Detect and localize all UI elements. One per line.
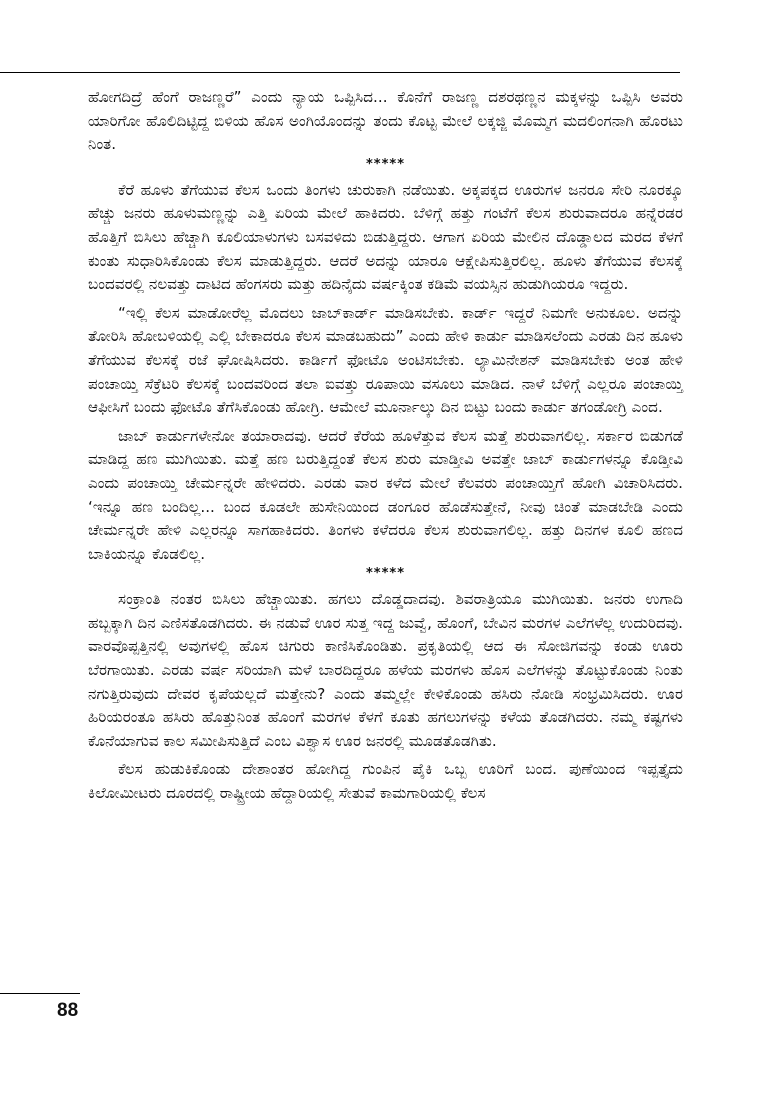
paragraph: ಕೆಲಸ ಹುಡುಕಿಕೊಂಡು ದೇಶಾಂತರ ಹೋಗಿದ್ದ ಗುಂಪಿನ ಪೈಕಿ ಒಬ್ಬ ಊರಿಗೆ ಬಂದ. ಪುಣೆಯಿಂದ ಇಪ್ಪತ್ತೈದು ಕಿಲೋಮೀಟರು ದೂರದಲ್ಲಿ ರಾಷ್ಟ್ರೀಯ ಹೆದ್ದಾರಿಯಲ್ಲಿ ಸೇತುವೆ ಕಾಮಗಾರಿಯಲ್ಲಿ ಕೆಲಸ [88,760,683,803]
section-separator: ***** [366,566,405,582]
paragraph: ಸಂಕ್ರಾಂತಿ ನಂತರ ಬಿಸಿಲು ಹೆಚ್ಚಾಯಿತು. ಹಗಲು ದೊಡ್ಡದಾದವು. ಶಿವರಾತ್ರಿಯೂ ಮುಗಿಯಿತು. ಜನರು ಉಗಾದಿ ಹಬ್ಬಕ್ಕಾಗಿ ದಿನ ಎಣಿಸತೊಡಗಿದರು. ಈ ನಡುವೆ ಊರ ಸುತ್ತ ಇದ್ದ ಜುವ್ವೆ, ಹೊಂಗೆ, ಬೇವಿನ ಮರಗಳ ಎಲೆಗಳೆಲ್ಲ ಉದುರಿದವು. ವಾರವೊಪ್ಪತ್ತಿನಲ್ಲಿ ಅವುಗಳಲ್ಲಿ ಹೊಸ ಚಿಗುರು ಕಾಣಿಸಿಕೊಂಡಿತು. ಪ್ರಕೃತಿಯಲ್ಲಿ ಆದ ಈ ಸೋಜಿಗವನ್ನು ಕಂಡು ಊರು ಬೆರಗಾಯಿತು. ಎರಡು ವರ್ಷ ಸರಿಯಾಗಿ ಮಳೆ ಬಾರದಿದ್ದರೂ ಹಳೆಯ ಮರಗಳು ಹೊಸ ಎಲೆಗಳನ್ನು ತೊಟ್ಟುಕೊಂಡು ನಿಂತು ನಗುತ್ತಿರುವುದು ದೇವರ ಕೃಪೆಯಲ್ಲದೆ ಮತ್ತೇನು? ಎಂದು ತಮ್ಮಲ್ಲೇ ಕೇಳಿಕೊಂಡು ಹಸಿರು ನೋಡಿ ಸಂಭ್ರಮಿಸಿದರು. ಊರ ಹಿರಿಯರಂತೂ ಹಸಿರು ಹೊತ್ತುನಿಂತ ಹೊಂಗೆ ಮರಗಳ ಕೆಳಗೆ ಕೂತು ಹಗಲುಗಳನ್ನು ಕಳೆಯ ತೊಡಗಿದರು. ನಮ್ಮ ಕಷ್ಟಗಳು ಕೊನೆಯಾಗುವ ಕಾಲ ಸಮೀಪಿಸುತ್ತಿದೆ ಎಂಬ ವಿಶ್ವಾಸ ಊರ ಜನರಲ್ಲಿ ಮೂಡತೊಡಗಿತು. [88,590,683,750]
paragraph: “ಇಲ್ಲಿ ಕೆಲಸ ಮಾಡೋರೆಲ್ಲ ಮೊದಲು ಜಾಬ್‌ಕಾರ್ಡ್ ಮಾಡಿಸಬೇಕು. ಕಾರ್ಡ್ ಇದ್ದರೆ ನಿಮಗೇ ಅನುಕೂಲ. ಅದನ್ನು ತೋರಿಸಿ ಹೋಬಳಿಯಲ್ಲಿ ಎಲ್ಲಿ ಬೇಕಾದರೂ ಕೆಲಸ ಮಾಡಬಹುದು” ಎಂದು ಹೇಳಿ ಕಾರ್ಡು ಮಾಡಿಸಲೆಂದು ಎರಡು ದಿನ ಹೂಳು ತೆಗೆಯುವ ಕೆಲಸಕ್ಕೆ ರಜೆ ಘೋಷಿಸಿದರು. ಕಾರ್ಡಿಗೆ ಫೋಟೊ ಅಂಟಿಸಬೇಕು. ಲ್ಯಾಮಿನೇಶನ್ ಮಾಡಿಸಬೇಕು ಅಂತ ಹೇಳಿ ಪಂಚಾಯ್ತಿ ಸೆಕ್ರೆಟರಿ ಕೆಲಸಕ್ಕೆ ಬಂದವರಿಂದ ತಲಾ ಐವತ್ತು ರೂಪಾಯಿ ವಸೂಲು ಮಾಡಿದ. ನಾಳೆ ಬೆಳಿಗ್ಗೆ ಎಲ್ಲರೂ ಪಂಚಾಯ್ತಿ ಆಫೀಸಿಗೆ ಬಂದು ಫೋಟೊ ತೆಗೆಸಿಕೊಂಡು ಹೋಗ್ರಿ. ಆಮೇಲೆ ಮೂರ್ನಾಲ್ಕು ದಿನ ಬಿಟ್ಟು ಬಂದು ಕಾರ್ಡು ತಗಂಡೋಗ್ರಿ ಎಂದ. [88,303,683,417]
header-rule [0,72,680,73]
section-separator: ***** [366,156,405,172]
paragraph: ಜಾಬ್ ಕಾರ್ಡುಗಳೇನೋ ತಯಾರಾದವು. ಆದರೆ ಕೆರೆಯ ಹೂಳೆತ್ತುವ ಕೆಲಸ ಮತ್ತೆ ಶುರುವಾಗಲಿಲ್ಲ. ಸರ್ಕಾರ ಬಿಡುಗಡೆ ಮಾಡಿದ್ದ ಹಣ ಮುಗಿಯಿತು. ಮತ್ತೆ ಹಣ ಬರುತ್ತಿದ್ದಂತೆ ಕೆಲಸ ಶುರು ಮಾಡ್ತೀವಿ ಅವತ್ತೇ ಜಾಬ್ ಕಾರ್ಡುಗಳನ್ನೂ ಕೊಡ್ತೀವಿ ಎಂದು ಪಂಚಾಯ್ತಿ ಚೇರ್ಮನ್ನರೇ ಹೇಳಿದರು. ಎರಡು ವಾರ ಕಳೆದ ಮೇಲೆ ಕೆಲವರು ಪಂಚಾಯ್ತಿಗೆ ಹೋಗಿ ವಿಚಾರಿಸಿದರು. ‘ಇನ್ನೂ ಹಣ ಬಂದಿಲ್ಲ... ಬಂದ ಕೂಡಲೇ ಹುಸೇನಿಯಿಂದ ಡಂಗೂರ ಹೊಡೆಸುತ್ತೇನೆ, ನೀವು ಚಿಂತೆ ಮಾಡಬೇಡಿ ಎಂದು ಚೇರ್ಮನ್ನರೇ ಹೇಳಿ ಎಲ್ಲರನ್ನೂ ಸಾಗಹಾಕಿದರು. ತಿಂಗಳು ಕಳೆದರೂ ಕೆಲಸ ಶುರುವಾಗಲಿಲ್ಲ. ಹತ್ತು ದಿನಗಳ ಕೂಲಿ ಹಣದ ಬಾಕಿಯನ್ನೂ ಕೊಡಲಿಲ್ಲ. [88,426,683,563]
page-number: 88 [57,1000,79,1021]
footer-rule [0,993,80,994]
paragraph-continued: ಹೋಗದಿದ್ರೆ ಹೆಂಗೆ ರಾಜಣ್ಣರೆ” ಎಂದು ನ್ಯಾಯ ಒಪ್ಪಿಸಿದ... ಕೊನೆಗೆ ರಾಜಣ್ಣ ದಶರಥಣ್ಣನ ಮಕ್ಕಳನ್ನು ಒಪ್ಪಿಸಿ ಅವರು ಯಾರಿಗೋ ಹೊಲಿದಿಟ್ಟಿದ್ದ ಬಿಳಿಯ ಹೊಸ ಅಂಗಿಯೊಂದನ್ನು ತಂದು ಕೊಟ್ಟ ಮೇಲೆ ಲಕ್ಕಜ್ಜಿ ಮೊಮ್ಮಗ ಮದಲಿಂಗನಾಗಿ ಹೊರಟು ನಿಂತ. [88,88,683,154]
paragraph: ಕೆರೆ ಹೂಳು ತೆಗೆಯುವ ಕೆಲಸ ಒಂದು ತಿಂಗಳು ಚುರುಕಾಗಿ ನಡೆಯಿತು. ಅಕ್ಕಪಕ್ಕದ ಊರುಗಳ ಜನರೂ ಸೇರಿ ನೂರಕ್ಕೂ ಹೆಚ್ಚು ಜನರು ಹೂಳುಮಣ್ಣನ್ನು ಎತ್ತಿ ಏರಿಯ ಮೇಲೆ ಹಾಕಿದರು. ಬೆಳಿಗ್ಗೆ ಹತ್ತು ಗಂಟೆಗೆ ಕೆಲಸ ಶುರುವಾದರೂ ಹನ್ನೆರಡರ ಹೊತ್ತಿಗೆ ಬಿಸಿಲು ಹೆಚ್ಚಾಗಿ ಕೂಲಿಯಾಳುಗಳು ಬಸವಳಿದು ಬಿಡುತ್ತಿದ್ದರು. ಆಗಾಗ ಏರಿಯ ಮೇಲಿನ ದೊಡ್ಡಾಲದ ಮರದ ಕೆಳಗೆ ಕುಂತು ಸುಧಾರಿಸಿಕೊಂಡು ಕೆಲಸ ಮಾಡುತ್ತಿದ್ದರು. ಆದರೆ ಅದನ್ನು ಯಾರೂ ಆಕ್ಷೇಪಿಸುತ್ತಿರಲಿಲ್ಲ. ಹೂಳು ತೆಗೆಯುವ ಕೆಲಸಕ್ಕೆ ಬಂದವರಲ್ಲಿ ನಲವತ್ತು ದಾಟಿದ ಹೆಂಗಸರು ಮತ್ತು ಹದಿನೈದು ವರ್ಷಕ್ಕಿಂತ ಕಡಿಮೆ ವಯಸ್ಸಿನ ಹುಡುಗಿಯರೂ ಇದ್ದರು. [88,180,683,294]
page-body [88,86,683,806]
